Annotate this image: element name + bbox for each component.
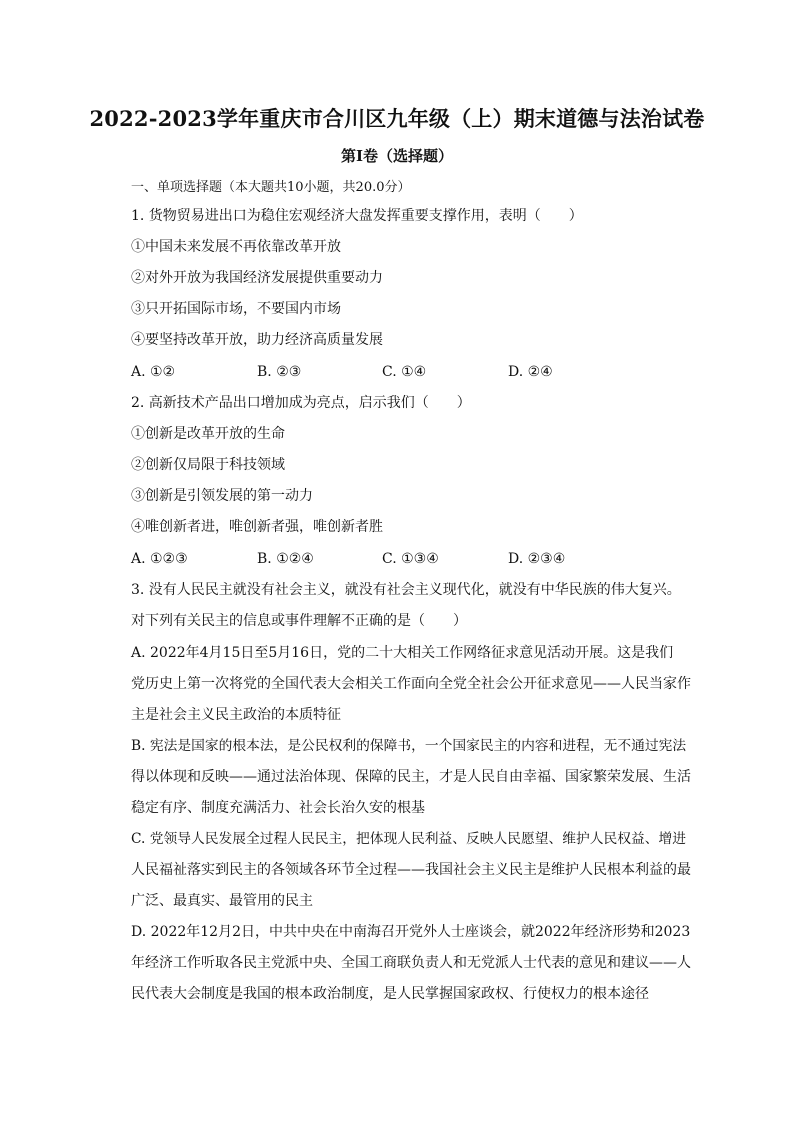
question-2-item: ④唯创新者进，唯创新者强，唯创新者胜 (131, 519, 383, 535)
question-3-stem: 3. 没有人民民主就没有社会主义，就没有社会主义现代化，就没有中华民族的伟大复兴。 (131, 582, 681, 598)
question-2-item: ①创新是改革开放的生命 (131, 426, 285, 442)
question-1-option-c: C. ①④ (382, 364, 427, 380)
question-3-option-d: D. 2022年12月2日，中共中央在中南海召开党外人士座谈会，就2022年经济形势和2023 (131, 924, 691, 940)
question-3-option-d: 年经济工作听取各民主党派中央、全国工商联负责人和无党派人士代表的意见和建议——人 (131, 955, 691, 971)
question-3-option-c: 广泛、最真实、最管用的民主 (131, 893, 313, 909)
question-1-item: ④要坚持改革开放，助力经济高质量发展 (131, 332, 383, 348)
question-3-option-b: 得以体现和反映——通过法治体现、保障的民主，才是人民自由幸福、国家繁荣发展、生活 (131, 769, 691, 785)
question-3-option-a: 党历史上第一次将党的全国代表大会相关工作面向全党全社会公开征求意见——人民当家作 (131, 676, 691, 692)
question-1-option-b: B. ②③ (257, 364, 302, 380)
question-3-option-c: 人民福祉落实到民主的各领域各环节全过程——我国社会主义民主是维护人民根本利益的最 (131, 862, 691, 878)
exam-title: 2022-2023学年重庆市合川区九年级（上）期末道德与法治试卷 (89, 106, 705, 131)
question-3-option-d: 民代表大会制度是我国的根本政治制度，是人民掌握国家政权、行使权力的根本途径 (131, 986, 649, 1002)
question-1-stem: 1. 货物贸易进出口为稳住宏观经济大盘发挥重要支撑作用，表明（ ） (131, 208, 583, 224)
question-3-option-b: 稳定有序、制度充满活力、社会长治久安的根基 (131, 800, 425, 816)
question-1-item: ②对外开放为我国经济发展提供重要动力 (131, 270, 383, 286)
question-2-item: ②创新仅局限于科技领域 (131, 457, 285, 473)
question-1-item: ①中国未来发展不再依靠改革开放 (131, 239, 341, 255)
question-1-option-d: D. ②④ (508, 364, 553, 380)
question-3-option-c: C. 党领导人民发展全过程人民民主，把体现人民利益、反映人民愿望、维护人民权益、增进 (131, 831, 687, 847)
question-2-item: ③创新是引领发展的第一动力 (131, 488, 313, 504)
question-1-option-a: A. ①② (131, 364, 176, 380)
question-2-option-d: D. ②③④ (508, 551, 566, 567)
section-header: 一、单项选择题（本大题共10小题，共20.0分） (131, 180, 411, 195)
question-3-option-a: 主是社会主义民主政治的本质特征 (131, 707, 341, 723)
question-1-item: ③只开拓国际市场，不要国内市场 (131, 301, 341, 317)
question-2-option-a: A. ①②③ (131, 551, 188, 567)
question-3-option-a: A. 2022年4月15日至5月16日，党的二十大相关工作网络征求意见活动开展。这是我们 (131, 645, 674, 661)
question-2-stem: 2. 高新技术产品出口增加成为亮点，启示我们（ ） (131, 395, 471, 411)
question-2-option-c: C. ①③④ (382, 551, 439, 567)
question-3-option-b: B. 宪法是国家的根本法，是公民权利的保障书，一个国家民主的内容和进程，无不通过宪法 (131, 738, 687, 754)
question-2-option-b: B. ①②④ (257, 551, 314, 567)
question-3-stem: 对下列有关民主的信息或事件理解不正确的是（ ） (131, 613, 467, 629)
part-title: 第I卷（选择题） (340, 147, 454, 165)
